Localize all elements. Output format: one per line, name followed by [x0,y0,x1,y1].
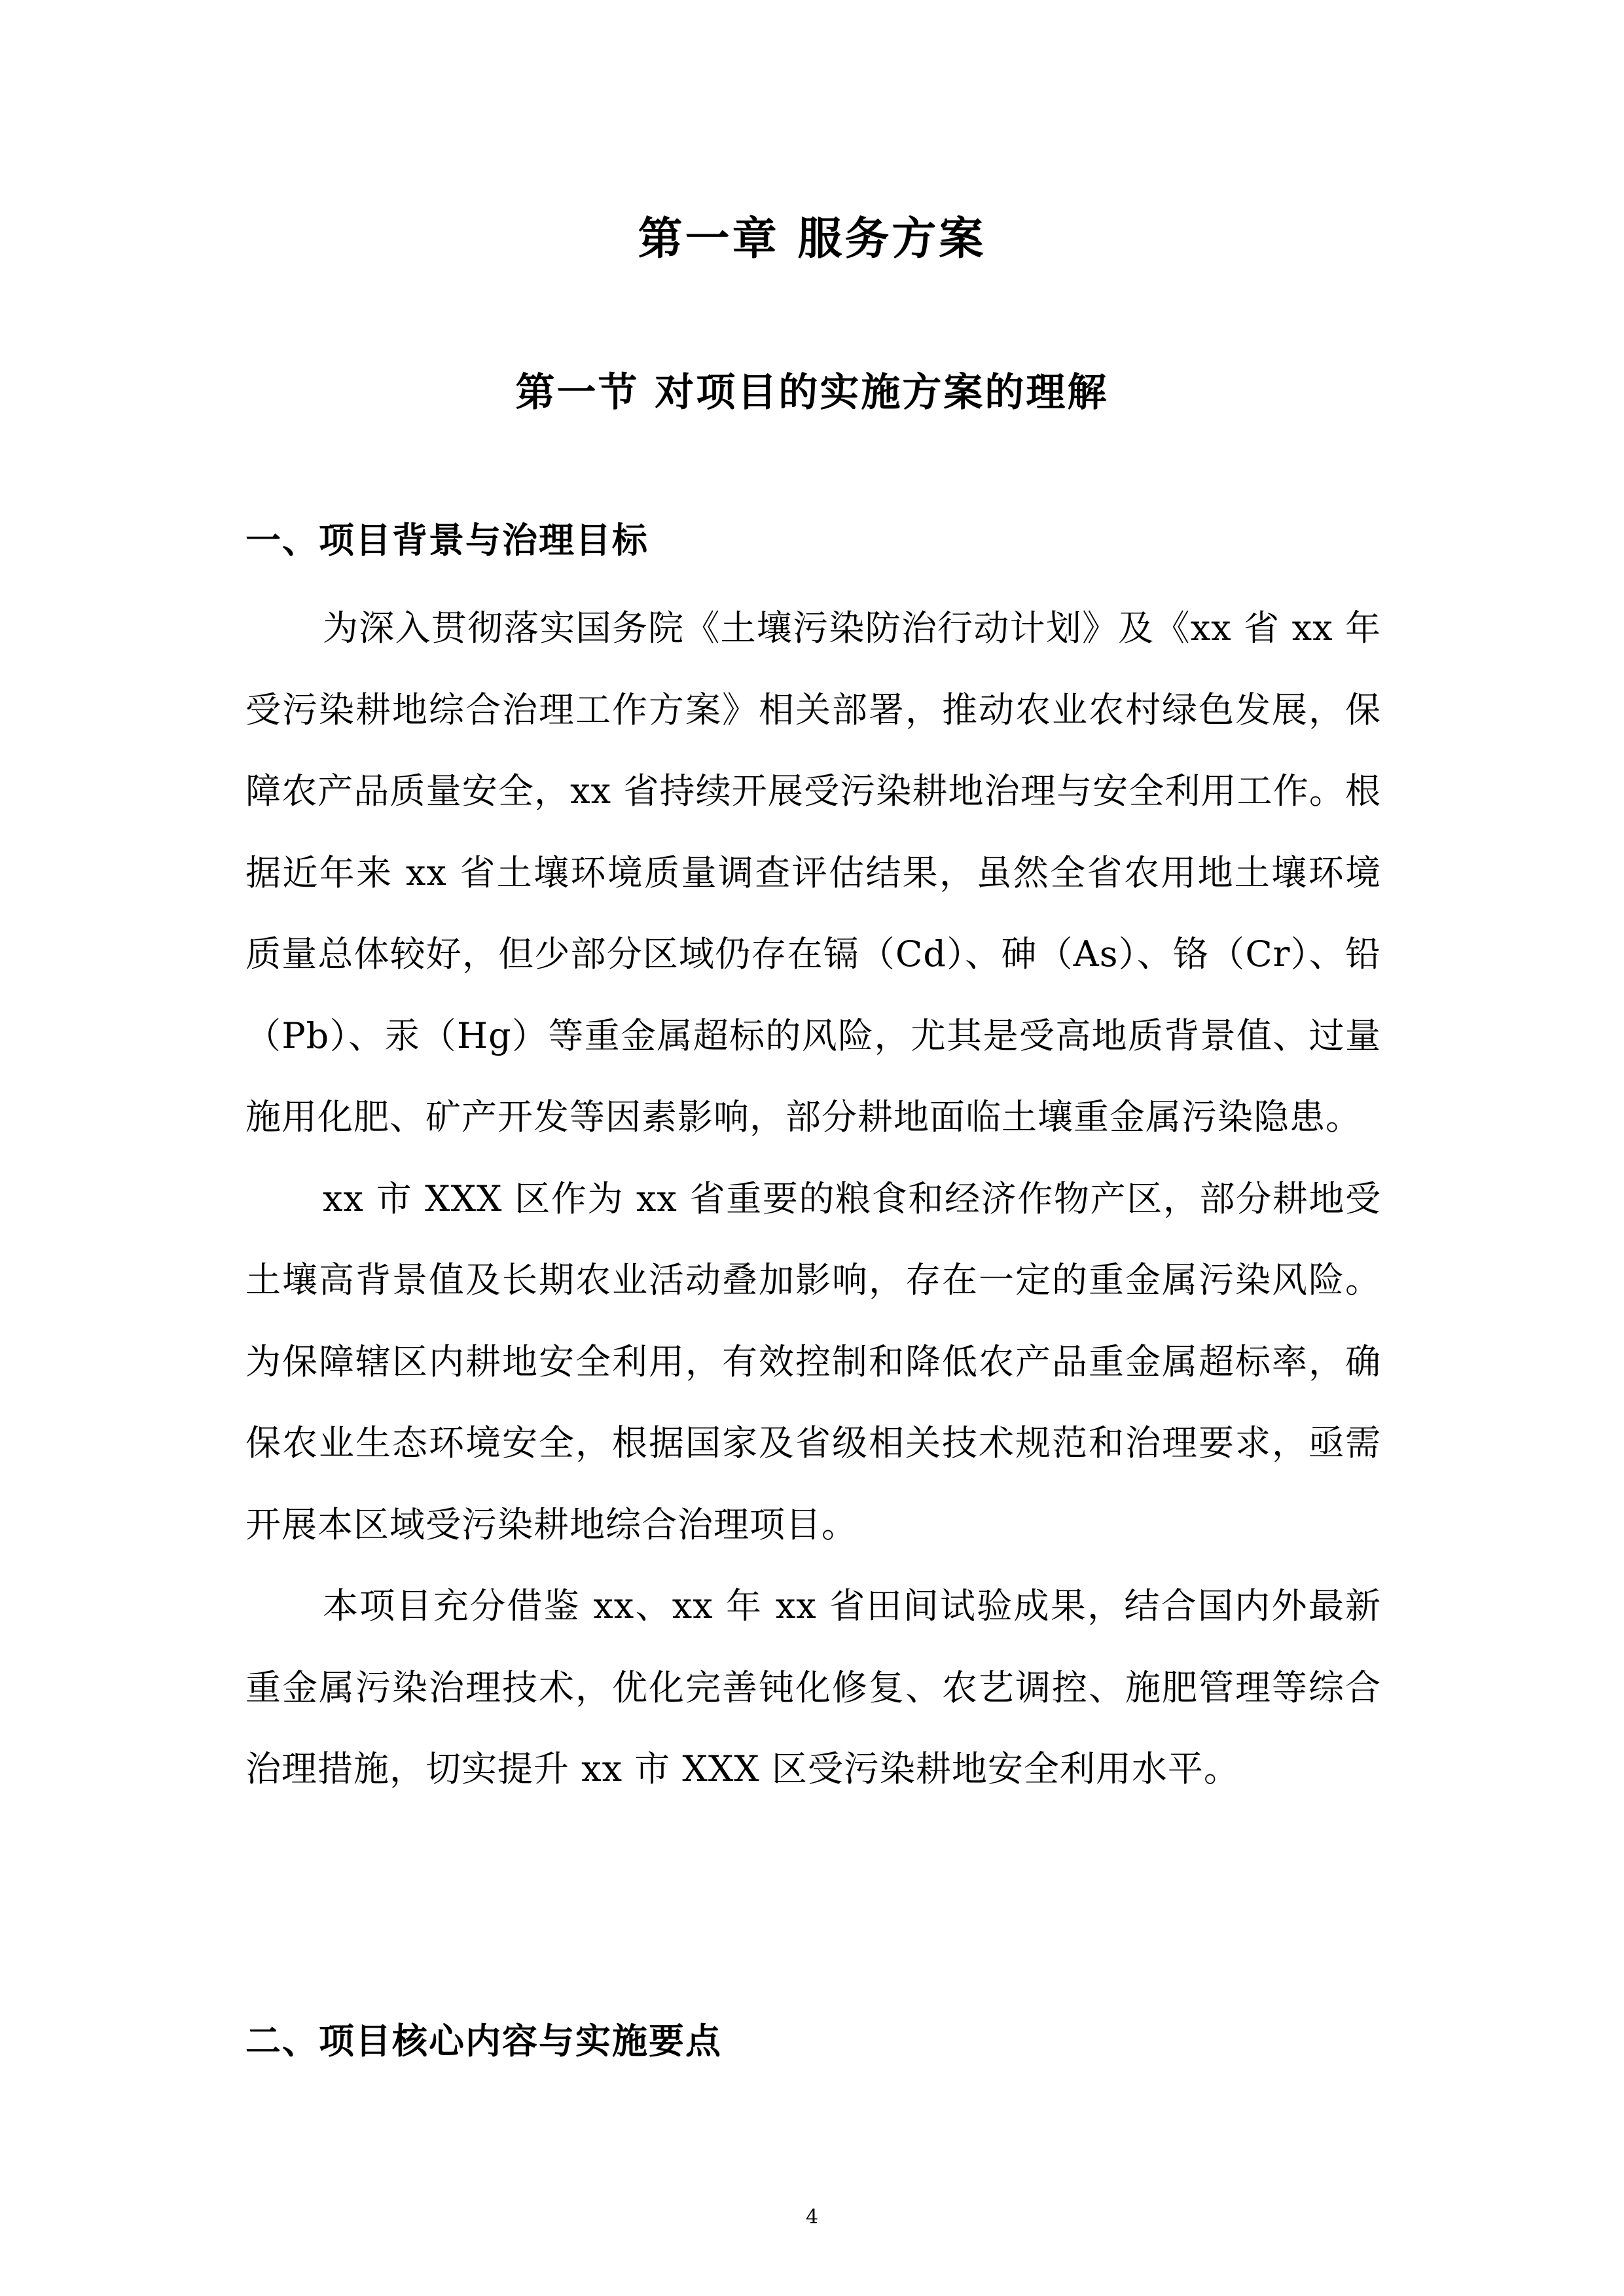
page-number: 4 [805,2206,819,2229]
body-text [245,588,1381,1810]
heading-core-content: 二、项目核心内容与实施要点 [245,2020,722,2062]
section-title: 第一节 对项目的实施方案的理解 [515,370,1109,416]
heading-project-background: 一、项目背景与治理目标 [245,519,649,561]
paragraph-1: 为深入贯彻落实国务院《土壤污染防治行动计划》及《xx 省 xx 年受污染耕地综合治理工作方案》相关部署，推动农业农村绿色发展，保障农产品质量安全，xx 省持续开展受污染耕地治理与安全利用工作。根据近年来 xx 省土壤环境质量调查评估结果，虽然全省农用地土壤环境质量总体较好，但少部分区域仍存在镉（Cd）、砷（As）、铬（Cr）、铅（Pb）、汞（Hg）等重金属超标的风险，尤其是受高地质背景值、过量施用化肥、矿产开发等因素影响，部分耕地面临土壤重金属污染隐患。 [245,607,1381,1138]
paragraph-3: 本项目充分借鉴 xx、xx 年 xx 省田间试验成果，结合国内外最新重金属污染治理技术，优化完善钝化修复、农艺调控、施肥管理等综合治理措施，切实提升 xx 市 XXX 区受污染耕地安全利用水平。 [245,1585,1381,1789]
paragraph-2: xx 市 XXX 区作为 xx 省重要的粮食和经济作物产区，部分耕地受土壤高背景值及长期农业活动叠加影响，存在一定的重金属污染风险。为保障辖区内耕地安全利用，有效控制和降低农产品重金属超标率，确保农业生态环境安全，根据国家及省级相关技术规范和治理要求，亟需开展本区域受污染耕地综合治理项目。 [245,1177,1381,1545]
chapter-title: 第一章 服务方案 [638,213,986,265]
